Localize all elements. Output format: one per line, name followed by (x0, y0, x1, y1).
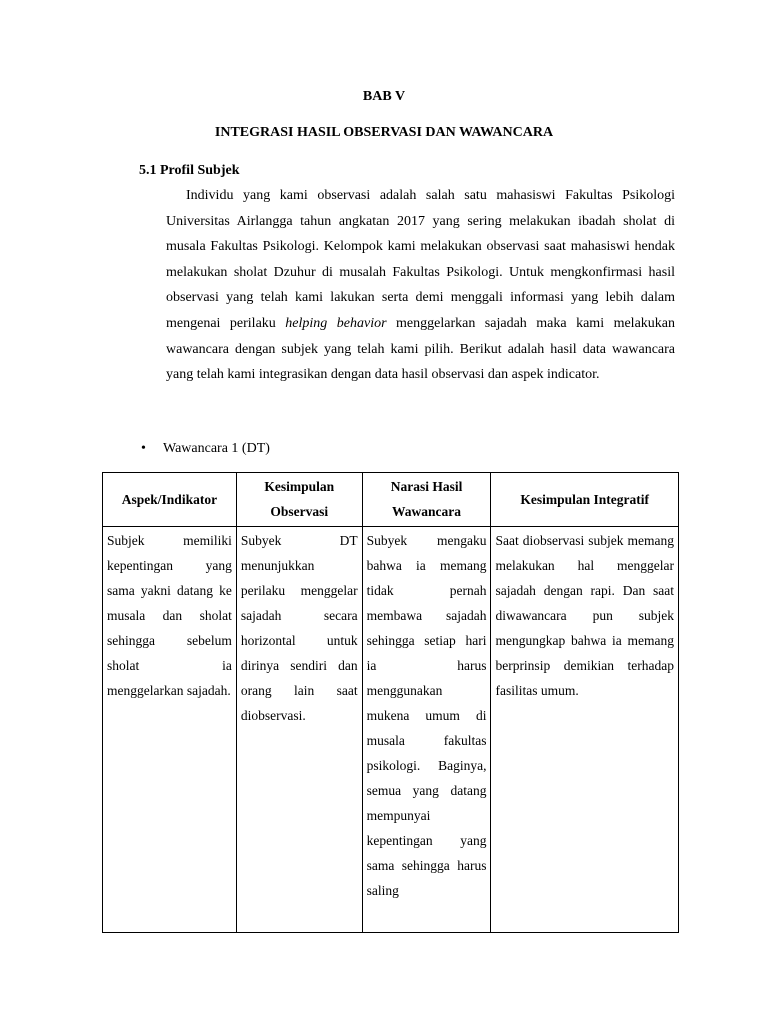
header-kesimpulan-integratif: Kesimpulan Integratif (491, 473, 679, 527)
bullet-text: Wawancara 1 (DT) (163, 441, 270, 456)
page-title: INTEGRASI HASIL OBSERVASI DAN WAWANCARA (214, 125, 554, 140)
cell-narasi-hasil-wawancara: Subyek mengaku bahwa ia memang tidak pernah membawa sajadah sehingga setiap hari ia harus menggunakan mukena umum di musala fakultas psikologi. Baginya, semua yang datang mempunyai kepentingan yang sama sehingga harus saling (362, 527, 491, 933)
section-heading: 5.1 Profil Subjek (139, 163, 240, 178)
cell-aspek-indikator: Subjek memiliki kepentingan yang sama yakni datang ke musala dan sholat sehingga sebelum sholat ia menggelarkan sajadah. (103, 527, 237, 933)
cell-kesimpulan-observasi: Subyek DT menunjukkan perilaku menggelar sajadah secara horizontal untuk dirinya sendiri dan orang lain saat diobservasi. (236, 527, 362, 933)
bullet-icon: • (141, 441, 146, 456)
bullet-item (141, 440, 270, 458)
cell-kesimpulan-integratif: Saat diobservasi subjek memang melakukan hal menggelar sajadah dengan rapi. Dan saat diwawancara pun subjek mengungkap bahwa ia memang berprinsip demikian terhadap fasilitas umum. (491, 527, 679, 933)
paragraph-text-2: menggelarkan sajadah maka kami melakukan wawancara dengan subjek yang telah kami pilih. Berikut adalah hasil data wawancara yang telah kami integrasikan dengan data hasil observasi dan aspek indicator. (166, 315, 675, 383)
integration-table (102, 472, 679, 933)
table-header-row (103, 473, 679, 527)
chapter-heading: BAB V (362, 89, 406, 104)
paragraph-text-1: Individu yang kami observasi adalah salah satu mahasiswi Fakultas Psikologi Universitas Airlangga tahun angkatan 2017 yang sering melakukan ibadah sholat di musala Fakultas Psikologi. Kelompok kami melakukan observasi saat mahasiswi hendak melakukan sholat Dzuhur di musalah Fakultas Psikologi. Untuk mengkonfirmasi hasil observasi yang telah kami lakukan serta demi menggali informasi yang lebih dalam mengenai perilaku (166, 188, 675, 331)
body-paragraph (166, 183, 675, 388)
header-aspek-indikator: Aspek/Indikator (103, 473, 237, 527)
table-row (103, 527, 679, 933)
paragraph-italic-term: helping behavior (285, 315, 387, 331)
header-kesimpulan-observasi: Kesimpulan Observasi (236, 473, 362, 527)
header-narasi-hasil-wawancara: Narasi Hasil Wawancara (362, 473, 491, 527)
